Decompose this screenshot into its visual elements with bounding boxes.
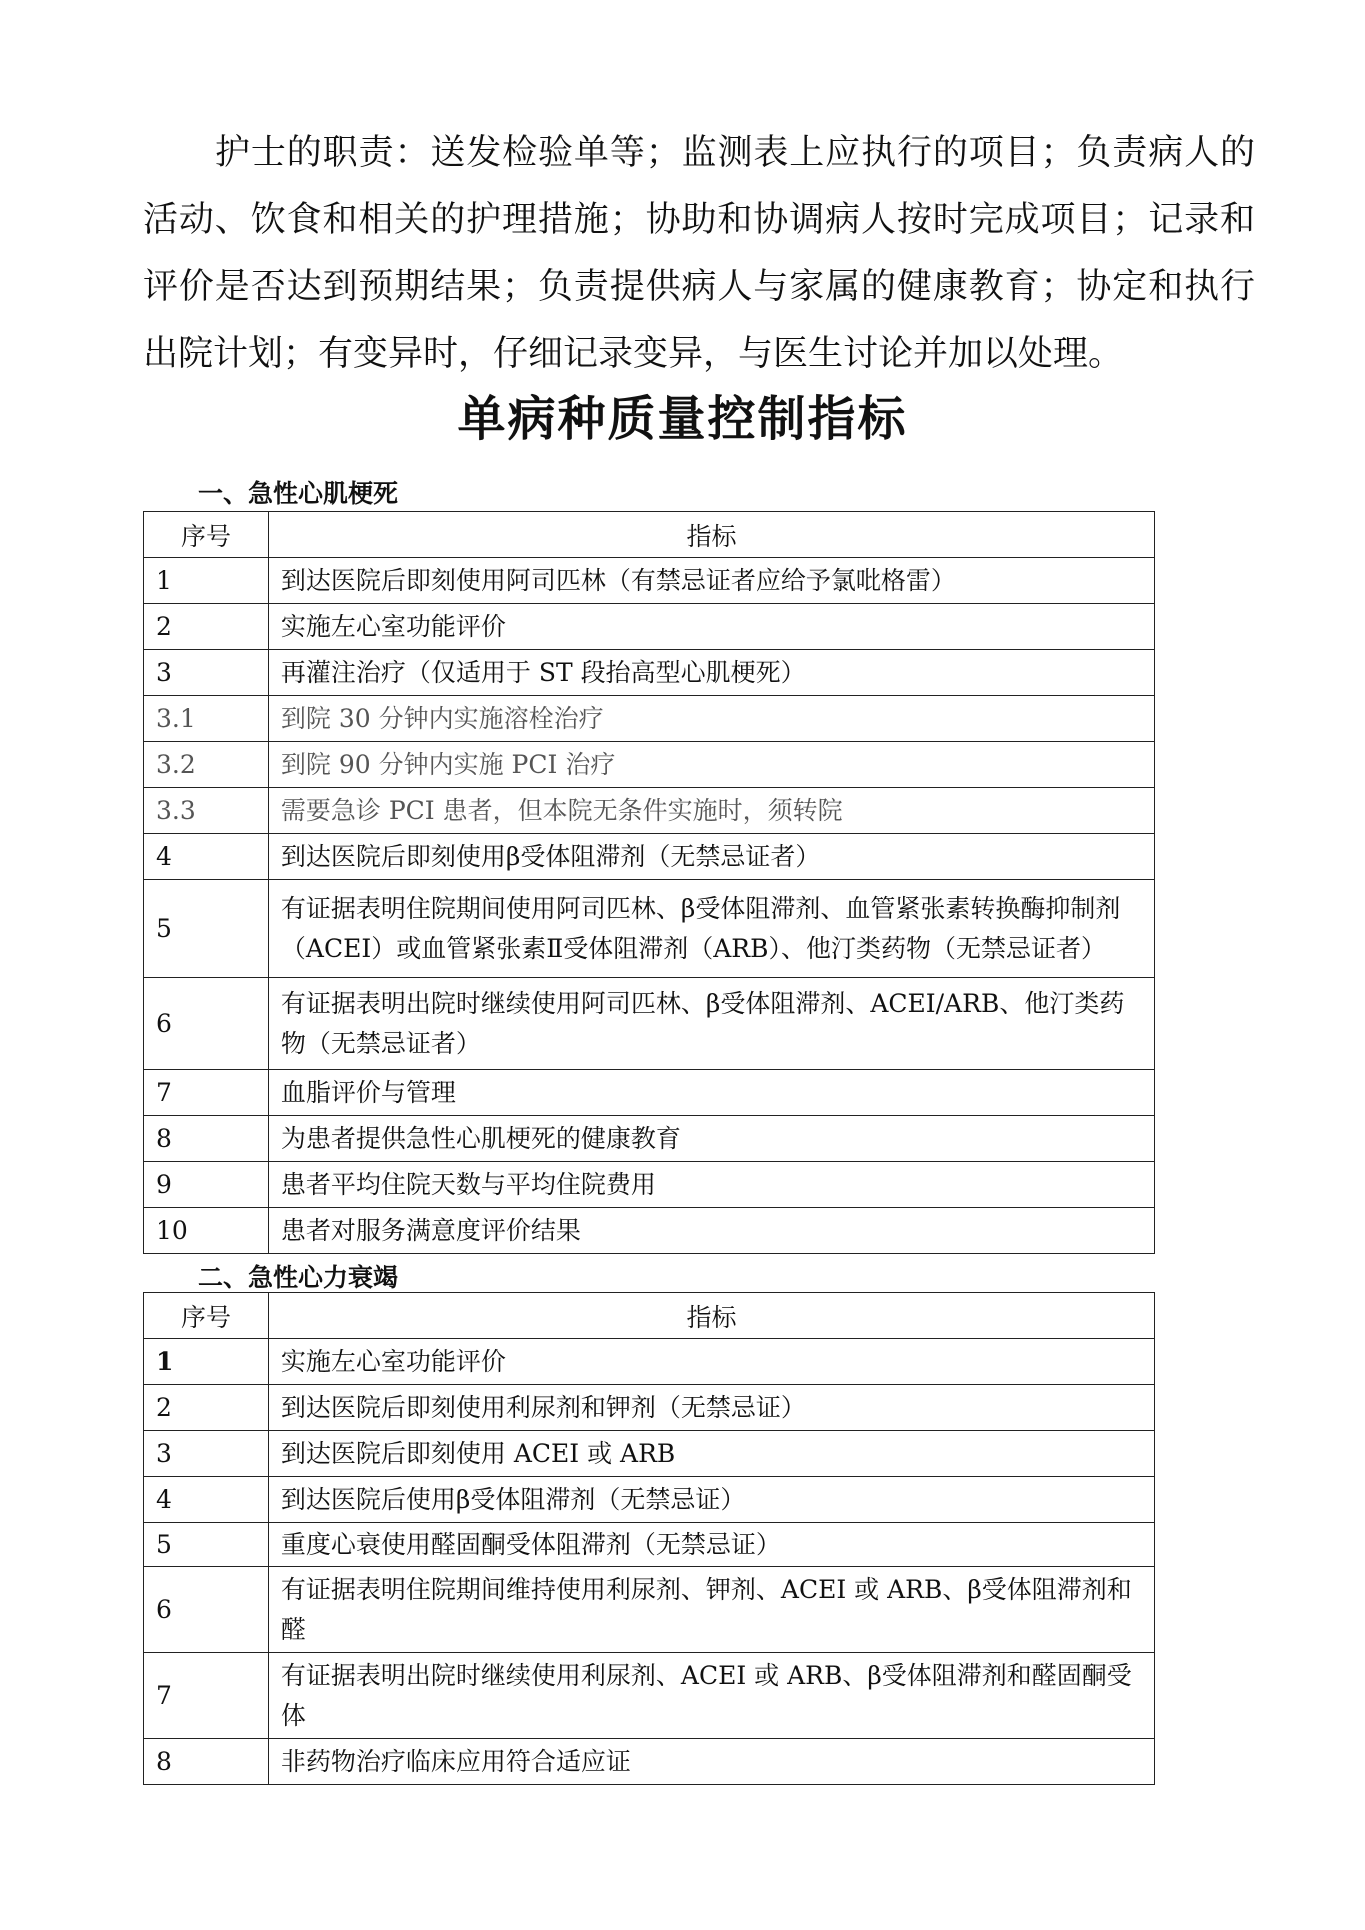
row-indicator: 患者平均住院天数与平均住院费用 [268,1162,1154,1208]
table-row [144,1431,1155,1477]
table-row [144,1653,1155,1739]
row-number: 6 [144,978,269,1070]
row-number: 8 [144,1739,269,1785]
row-indicator: 再灌注治疗（仅适用于 ST 段抬高型心肌梗死） [268,650,1154,696]
table-row [144,880,1155,978]
indicator-table-ahf [143,1292,1155,1785]
table-row [144,1739,1155,1785]
row-indicator: 需要急诊 PCI 患者，但本院无条件实施时，须转院 [268,788,1154,834]
row-number: 10 [144,1208,269,1254]
row-number: 9 [144,1162,269,1208]
row-number: 7 [144,1070,269,1116]
table-row [144,1162,1155,1208]
row-number: 3.1 [144,696,269,742]
table-row [144,1339,1155,1385]
intro-paragraph: 护士的职责：送发检验单等；监测表上应执行的项目；负责病人的活动、饮食和相关的护理措施；协助和协调病人按时完成项目；记录和评价是否达到预期结果；负责提供病人与家属的健康教育；协定和执行出院计划；有变异时，仔细记录变异，与医生讨论并加以处理。 [143,133,1255,374]
row-number: 1 [144,558,269,604]
row-indicator: 到达医院后即刻使用 ACEI 或 ARB [268,1431,1154,1477]
row-number: 5 [144,880,269,978]
row-number: 4 [144,834,269,880]
row-number: 3.2 [144,742,269,788]
row-number: 3 [144,1431,269,1477]
row-indicator: 血脂评价与管理 [268,1070,1154,1116]
row-indicator: 到达医院后使用β受体阻滞剂（无禁忌证） [268,1477,1154,1523]
row-indicator: 非药物治疗临床应用符合适应证 [268,1739,1154,1785]
column-header-indicator: 指标 [268,1293,1154,1339]
row-indicator: 到达医院后即刻使用β受体阻滞剂（无禁忌证者） [268,834,1154,880]
table-row [144,978,1155,1070]
row-indicator: 有证据表明住院期间使用阿司匹林、β受体阻滞剂、血管紧张素转换酶抑制剂（ACEI）或血管紧张素Ⅱ受体阻滞剂（ARB）、他汀类药物（无禁忌证者） [268,880,1154,978]
row-indicator: 实施左心室功能评价 [268,1339,1154,1385]
row-number: 1 [144,1339,269,1385]
table-row [144,604,1155,650]
row-indicator: 重度心衰使用醛固酮受体阻滞剂（无禁忌证） [268,1523,1154,1567]
row-indicator: 到达医院后即刻使用阿司匹林（有禁忌证者应给予氯吡格雷） [268,558,1154,604]
table-row [144,1567,1155,1653]
table-row [144,1116,1155,1162]
indicator-table-ami [143,511,1155,1254]
table-header-row [144,512,1155,558]
row-indicator: 到达医院后即刻使用利尿剂和钾剂（无禁忌证） [268,1385,1154,1431]
table-row [144,1523,1155,1567]
row-indicator: 到院 90 分钟内实施 PCI 治疗 [268,742,1154,788]
table-row [144,834,1155,880]
table-row [144,1477,1155,1523]
table-header-row [144,1293,1155,1339]
row-number: 2 [144,1385,269,1431]
row-indicator: 到院 30 分钟内实施溶栓治疗 [268,696,1154,742]
table-row [144,1070,1155,1116]
row-number: 3.3 [144,788,269,834]
section-heading-ami: 一、急性心肌梗死 [198,479,399,508]
row-number: 6 [144,1567,269,1653]
table-row [144,742,1155,788]
document-title: 单病种质量控制指标 [457,391,908,447]
row-number: 3 [144,650,269,696]
row-number: 7 [144,1653,269,1739]
column-header-indicator: 指标 [268,512,1154,558]
table-row [144,1208,1155,1254]
row-number: 5 [144,1523,269,1567]
column-header-number: 序号 [144,1293,269,1339]
table-row [144,1385,1155,1431]
table-row [144,696,1155,742]
row-indicator: 有证据表明住院期间维持使用利尿剂、钾剂、ACEI 或 ARB、β受体阻滞剂和醛 [268,1567,1154,1653]
row-indicator: 实施左心室功能评价 [268,604,1154,650]
column-header-number: 序号 [144,512,269,558]
row-indicator: 为患者提供急性心肌梗死的健康教育 [268,1116,1154,1162]
table-row [144,558,1155,604]
table-row [144,788,1155,834]
table-row [144,650,1155,696]
row-indicator: 患者对服务满意度评价结果 [268,1208,1154,1254]
row-number: 2 [144,604,269,650]
row-number: 4 [144,1477,269,1523]
row-indicator: 有证据表明出院时继续使用阿司匹林、β受体阻滞剂、ACEI/ARB、他汀类药物（无禁忌证者） [268,978,1154,1070]
row-number: 8 [144,1116,269,1162]
section-heading-ahf: 二、急性心力衰竭 [198,1263,399,1292]
row-indicator: 有证据表明出院时继续使用利尿剂、ACEI 或 ARB、β受体阻滞剂和醛固酮受体 [268,1653,1154,1739]
